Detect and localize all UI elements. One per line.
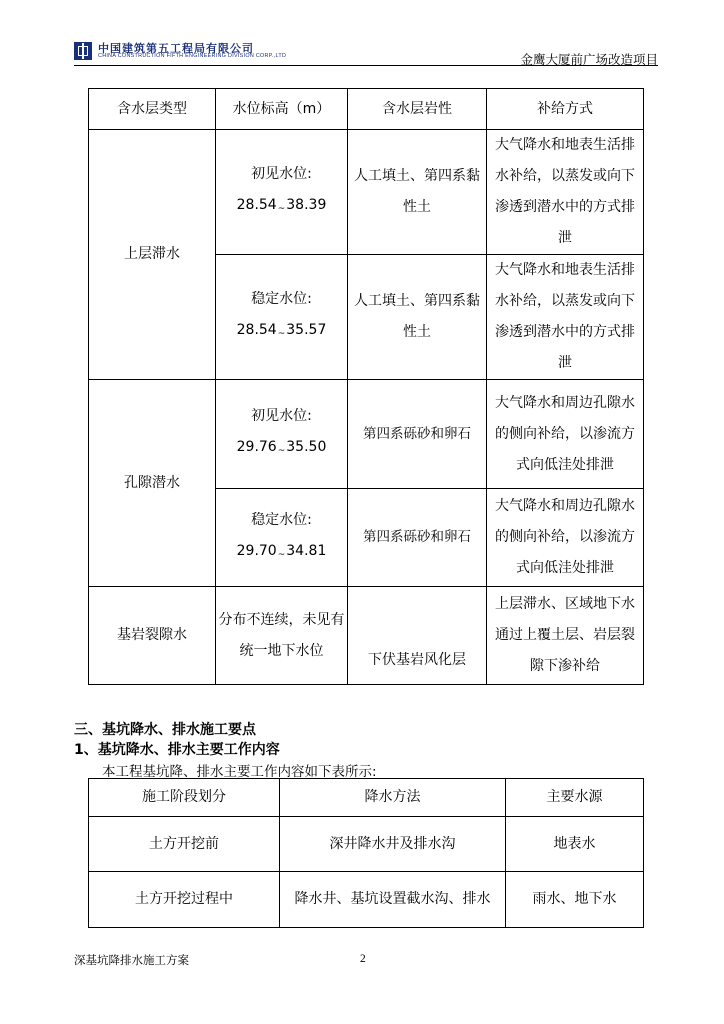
column-header: 水位标高（m） bbox=[216, 89, 348, 130]
range-low: 28.54 bbox=[236, 322, 277, 338]
lithology-cell: 人工填土、第四系黏性土 bbox=[348, 130, 487, 255]
water-level-label: 稳定水位: bbox=[251, 291, 312, 307]
water-level-cell bbox=[216, 130, 348, 255]
water-level-range bbox=[218, 432, 345, 467]
work-content-table bbox=[88, 778, 644, 928]
water-level-cell bbox=[216, 380, 348, 489]
intro-paragraph: 本工程基坑降、排水主要工作内容如下表所示: bbox=[102, 764, 377, 780]
page-number: 2 bbox=[360, 953, 366, 965]
water-level-cell bbox=[216, 255, 348, 380]
aquifer-table bbox=[88, 88, 644, 685]
recharge-cell: 大气降水和周边孔隙水的侧向补给，以渗流方式向低洼处排泄 bbox=[487, 489, 644, 587]
table-row bbox=[89, 587, 644, 685]
range-separator: ~ bbox=[277, 329, 286, 339]
footer-doc-title: 深基坑降排水施工方案 bbox=[74, 955, 189, 967]
company-logo-icon bbox=[74, 42, 92, 60]
table-row bbox=[89, 872, 644, 928]
table-cell: 土方开挖过程中 bbox=[89, 872, 280, 928]
water-level-cell: 分布不连续，未见有统一地下水位 bbox=[216, 587, 348, 685]
recharge-cell: 上层滞水、区域地下水通过上覆土层、岩层裂隙下渗补给 bbox=[487, 587, 644, 685]
range-low: 28.54 bbox=[236, 197, 277, 213]
recharge-cell: 大气降水和地表生活排水补给，以蒸发或向下渗透到潜水中的方式排泄 bbox=[487, 130, 644, 255]
column-header: 补给方式 bbox=[487, 89, 644, 130]
table-row bbox=[89, 380, 644, 489]
table-cell: 降水井、基坑设置截水沟、排水 bbox=[280, 872, 506, 928]
water-level-label: 稳定水位: bbox=[251, 511, 312, 528]
water-level-range bbox=[218, 536, 345, 571]
table-row bbox=[89, 130, 644, 255]
lithology-cell: 下伏基岩风化层 bbox=[348, 587, 487, 685]
range-low: 29.76 bbox=[236, 439, 277, 455]
company-name-en: CHINA CONSTRUCTION FIFTH ENGINEERING DIVISION CORP.,LTD bbox=[98, 53, 287, 59]
lithology-cell: 第四系砾砂和卵石 bbox=[348, 489, 487, 587]
lithology-cell: 人工填土、第四系黏性土 bbox=[348, 255, 487, 380]
header-divider bbox=[74, 65, 658, 66]
page-header bbox=[74, 40, 658, 66]
project-name: 金鹰大厦前广场改造项目 bbox=[520, 53, 658, 67]
section-heading: 三、基坑降水、排水施工要点 bbox=[74, 722, 256, 738]
table-cell: 深井降水井及排水沟 bbox=[280, 817, 506, 872]
water-level-label: 初见水位: bbox=[251, 408, 312, 424]
table-row bbox=[89, 817, 644, 872]
range-high: 34.81 bbox=[286, 542, 327, 559]
recharge-cell: 大气降水和地表生活排水补给，以蒸发或向下渗透到潜水中的方式排泄 bbox=[487, 255, 644, 380]
range-separator: ~ bbox=[277, 204, 286, 214]
table-cell: 土方开挖前 bbox=[89, 817, 280, 872]
table-header-row bbox=[89, 779, 644, 817]
column-header: 降水方法 bbox=[280, 779, 506, 817]
column-header: 主要水源 bbox=[506, 779, 644, 817]
table-cell: 地表水 bbox=[506, 817, 644, 872]
range-low: 29.70 bbox=[236, 542, 277, 559]
water-level-cell bbox=[216, 489, 348, 587]
range-separator: ~ bbox=[277, 446, 286, 456]
recharge-cell: 大气降水和周边孔隙水的侧向补给，以渗流方式向低洼处排泄 bbox=[487, 380, 644, 489]
subsection-heading: 1、基坑降水、排水主要工作内容 bbox=[74, 742, 280, 758]
water-level-label: 初见水位: bbox=[251, 166, 312, 182]
range-separator: ~ bbox=[277, 549, 286, 560]
table-cell: 雨水、地下水 bbox=[506, 872, 644, 928]
aquifer-type-cell: 上层滞水 bbox=[89, 130, 216, 380]
column-header: 含水层岩性 bbox=[348, 89, 487, 130]
table-header-row bbox=[89, 89, 644, 130]
water-level-range bbox=[218, 190, 345, 225]
water-level-range bbox=[218, 315, 345, 350]
lithology-cell: 第四系砾砂和卵石 bbox=[348, 380, 487, 489]
range-high: 35.50 bbox=[286, 439, 327, 455]
company-name-cn: 中国建筑第五工程局有限公司 bbox=[98, 43, 254, 55]
column-header: 含水层类型 bbox=[89, 89, 216, 130]
aquifer-type-cell: 基岩裂隙水 bbox=[89, 587, 216, 685]
range-high: 35.57 bbox=[286, 322, 327, 338]
aquifer-type-cell: 孔隙潜水 bbox=[89, 380, 216, 587]
column-header: 施工阶段划分 bbox=[89, 779, 280, 817]
range-high: 38.39 bbox=[286, 197, 327, 213]
